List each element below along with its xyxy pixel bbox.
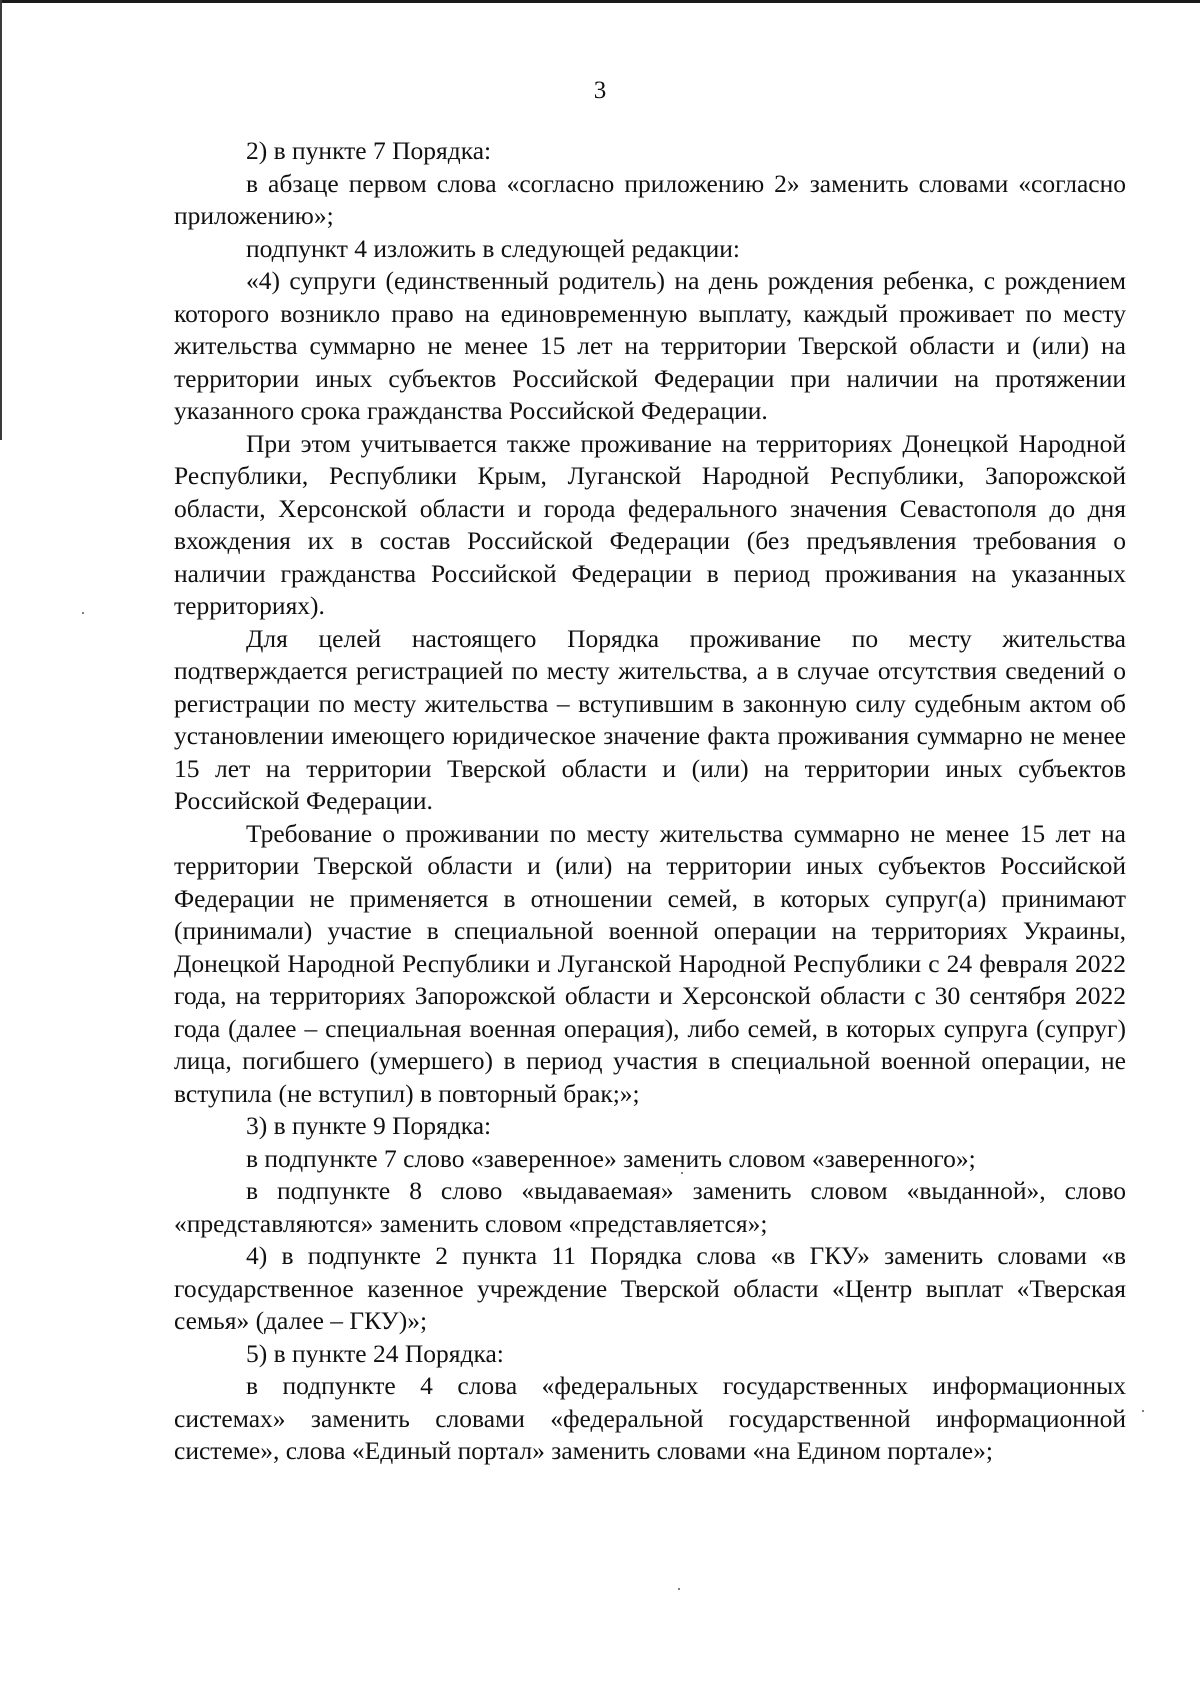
scan-speck <box>1142 1410 1144 1412</box>
document-body <box>174 135 1126 1468</box>
paragraph-svo-exemption: Требование о проживании по месту жительства суммарно не менее 15 лет на территории Тверской области и (или) на территории иных субъектов Российской Федерации не применяется в отношении семей, в которых супруг(а) принимают (принимали) участие в специальной военной операции на территориях Украины, Донецкой Народной Республики и Луганской Народной Республики с 24 февраля 2022 года, на территориях Запорожской области и Херсонской области с 30 сентября 2022 года (далее – специальная военная операция), либо семей, в которых супруга (супруг) лица, погибшего (умершего) в период участия в специальной военной операции, не вступила (не вступил) в повторный брак;»; <box>174 818 1126 1108</box>
paragraph-territories: При этом учитывается также проживание на территориях Донецкой Народной Республики, Республики Крым, Луганской Народной Республики, Запорожской области, Херсонской области и города федерального значения Севастополя до дня вхождения их в состав Российской Федерации (без предъявления требования о наличии гражданства Российской Федерации в период проживания на указанных территориях). <box>174 428 1126 620</box>
scan-left-edge <box>0 0 2 440</box>
paragraph-item-2-header: 2) в пункте 7 Порядка: <box>246 136 492 165</box>
paragraph-subpoint-4-text: «4) супруги (единственный родитель) на день рождения ребенка, с рождением которого возникло право на единовременную выплату, каждый проживает по месту жительства суммарно не менее 15 лет на территории Тверской области и (или) на территории иных субъектов Российской Федерации при наличии на протяжении указанного срока гражданства Российской Федерации. <box>174 266 1126 425</box>
scan-speck <box>681 1172 683 1174</box>
paragraph-subpoint-4-systems-amendment: в подпункте 4 слова «федеральных государственных информационных системах» заменить словами «федеральной государственной информационной системе», слова «Единый портал» заменить словами «на Едином портале»; <box>174 1371 1126 1465</box>
scan-top-edge <box>0 0 1200 3</box>
paragraph-subpoint-7-amendment: в подпункте 7 слово «заверенное» заменить словом «заверенного»; <box>246 1143 976 1173</box>
scan-speck <box>678 1588 680 1590</box>
paragraph-subpoint-8-amendment: в подпункте 8 слово «выдаваемая» заменить словом «выданной», слово «представляются» заменить словом «представляется»; <box>174 1176 1126 1238</box>
paragraph-item-4-amendment: 4) в подпункте 2 пункта 11 Порядка слова «в ГКУ» заменить словами «в государственное казенное учреждение Тверской области «Центр выплат «Тверская семья» (далее – ГКУ)»; <box>174 1241 1126 1335</box>
paragraph-residence-confirmation: Для целей настоящего Порядка проживание по месту жительства подтверждается регистрацией по месту жительства, а в случае отсутствия сведений о регистрации по месту жительства – вступившим в законную силу судебным актом об установлении имеющего юридическое значение факта проживания суммарно не менее 15 лет на территории Тверской области и (или) на территории иных субъектов Российской Федерации. <box>174 623 1126 815</box>
paragraph-first-abzac-amendment: в абзаце первом слова «согласно приложению 2» заменить словами «согласно приложению»; <box>174 168 1126 230</box>
paragraph-item-3-header: 3) в пункте 9 Порядка: <box>246 1111 492 1140</box>
paragraph-item-5-header: 5) в пункте 24 Порядка: <box>246 1338 504 1368</box>
page-number: 3 <box>593 77 607 104</box>
scan-speck <box>82 612 84 614</box>
paragraph-subpoint-4-intro: подпункт 4 изложить в следующей редакции: <box>246 233 740 263</box>
